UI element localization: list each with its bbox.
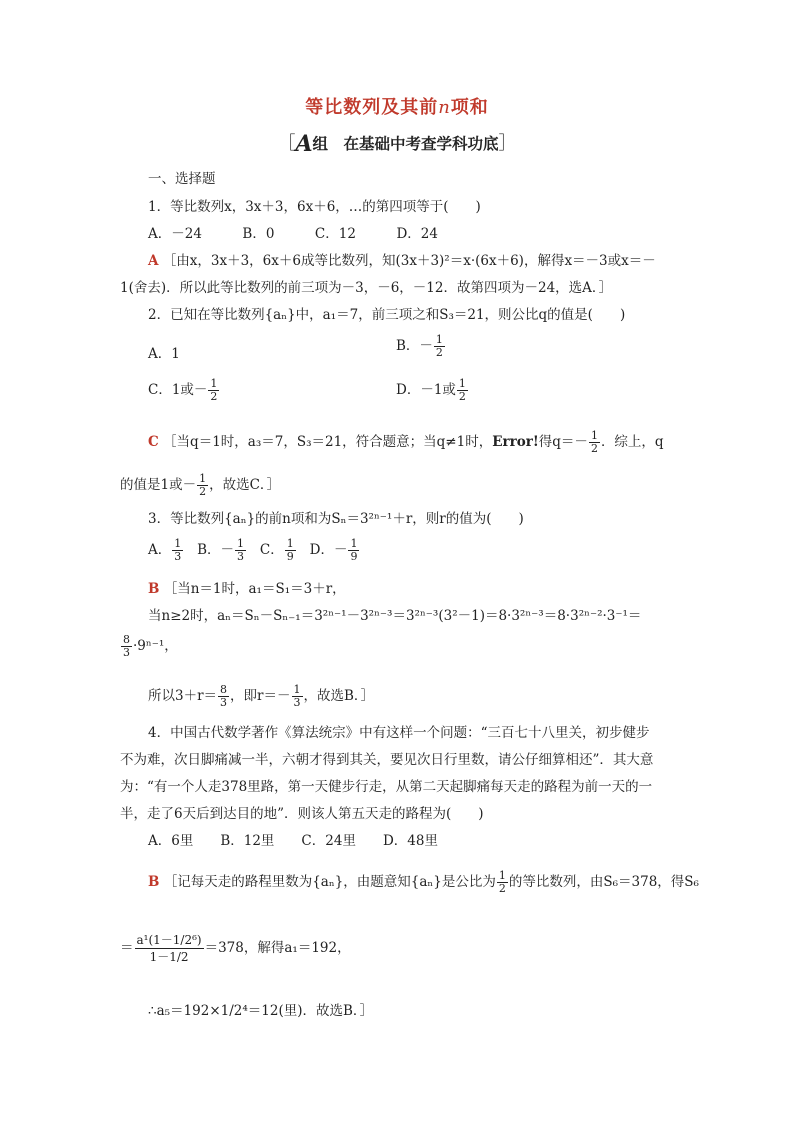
q1-solution-line1: A ［由x，3x＋3，6x＋6成等比数列，知(3x＋3)²＝x·(6x＋6)，解得x＝－3或x＝－ xyxy=(148,253,656,269)
q2-option-b: B．－ $\frac{1}{2}$ xyxy=(396,333,443,359)
page-title: 等比数列及其前n项和 xyxy=(305,97,489,118)
q1-options: A．－24 B．0 C．12 D．24 xyxy=(148,226,438,242)
q3-solution-line3: $\frac{8}{3}$ ·9ⁿ⁻¹， xyxy=(123,633,178,659)
group-heading: ［A组 在基础中考查学科功底］ xyxy=(277,131,517,157)
q4-solution-line3: ∴a₅＝192×1/2⁴＝12(里)．故选B．］ xyxy=(148,1003,374,1019)
q2-solution-line1: C ［当q＝1时，a₃＝7，S₃＝21，符合题意；当q≠1时，Error!得q＝－ $\frac{1}{2}$ ．综上，q xyxy=(148,429,664,455)
q4-stem-line1: 4．中国古代数学著作《算法统宗》中有这样一个问题：“三百七十八里关，初步健步 xyxy=(148,725,650,741)
q4-solution-line2: ＝ $\frac{\text{a¹(1－1/2⁶)}}{1-1/2}$ ＝378，解得a₁＝192， xyxy=(120,933,351,964)
section-heading: 一、选择题 xyxy=(148,171,216,187)
q3-solution-line2: 当n≥2时，aₙ＝Sₙ－Sₙ₋₁＝3²ⁿ⁻¹－3²ⁿ⁻³＝3²ⁿ⁻³(3²－1)＝8·3²ⁿ⁻³＝8·3²ⁿ⁻²·3⁻¹＝ xyxy=(148,608,642,624)
q4-stem-line4: 半，走了6天后到达目的地”．则该人第五天走的路程为( ) xyxy=(120,806,484,822)
q3-options: A． $\frac{1}{3}$ B．－ $\frac{1}{3}$ C． $\frac{1}{9}$ D．－ $\frac{1}{9}$ xyxy=(148,537,358,563)
q3-solution-line1: B ［当n＝1时，a₁＝S₁＝3＋r， xyxy=(148,581,346,597)
q1-stem: 1．等比数列x，3x＋3，6x＋6，…的第四项等于( ) xyxy=(148,199,481,215)
q3-solution-line4: 所以3＋r＝ $\frac{8}{3}$ ，即r＝－ $\frac{1}{3}$ ，故选B．］ xyxy=(148,683,375,709)
q2-option-d: D．－1或 $\frac{1}{2}$ xyxy=(396,377,466,403)
q4-stem-line2: 不为难，次日脚痛减一半，六朝才得到其关，要见次日行里数，请公仔细算相还”．其大意 xyxy=(120,752,654,768)
q2-option-c: C．1或－ $\frac{1}{2}$ xyxy=(148,377,218,403)
q3-stem: 3．等比数列{aₙ}的前n项和为Sₙ＝3²ⁿ⁻¹＋r，则r的值为( ) xyxy=(148,511,524,527)
q2-option-a: A．1 xyxy=(148,346,180,362)
q4-stem-line3: 为：“有一个人走378里路，第一天健步行走，从第二天起脚痛每天走的路程为前一天的一 xyxy=(120,779,653,795)
q1-solution-line2: 1(舍去)．所以此等比数列的前三项为－3，－6，－12．故第四项为－24，选A．］ xyxy=(120,280,613,296)
q4-solution-line1: B ［记每天走的路程里数为{aₙ}，由题意知{aₙ}是公比为 $\frac{1}{2}$ 的等比数列，由S₆＝378，得S₆ xyxy=(148,869,699,895)
q2-stem: 2．已知在等比数列{aₙ}中，a₁＝7，前三项之和S₃＝21，则公比q的值是( ) xyxy=(148,307,626,323)
q2-solution-line2: 的值是1或－ $\frac{1}{2}$ ，故选C．］ xyxy=(120,472,281,498)
q4-options: A．6里 B．12里 C．24里 D．48里 xyxy=(148,833,438,849)
